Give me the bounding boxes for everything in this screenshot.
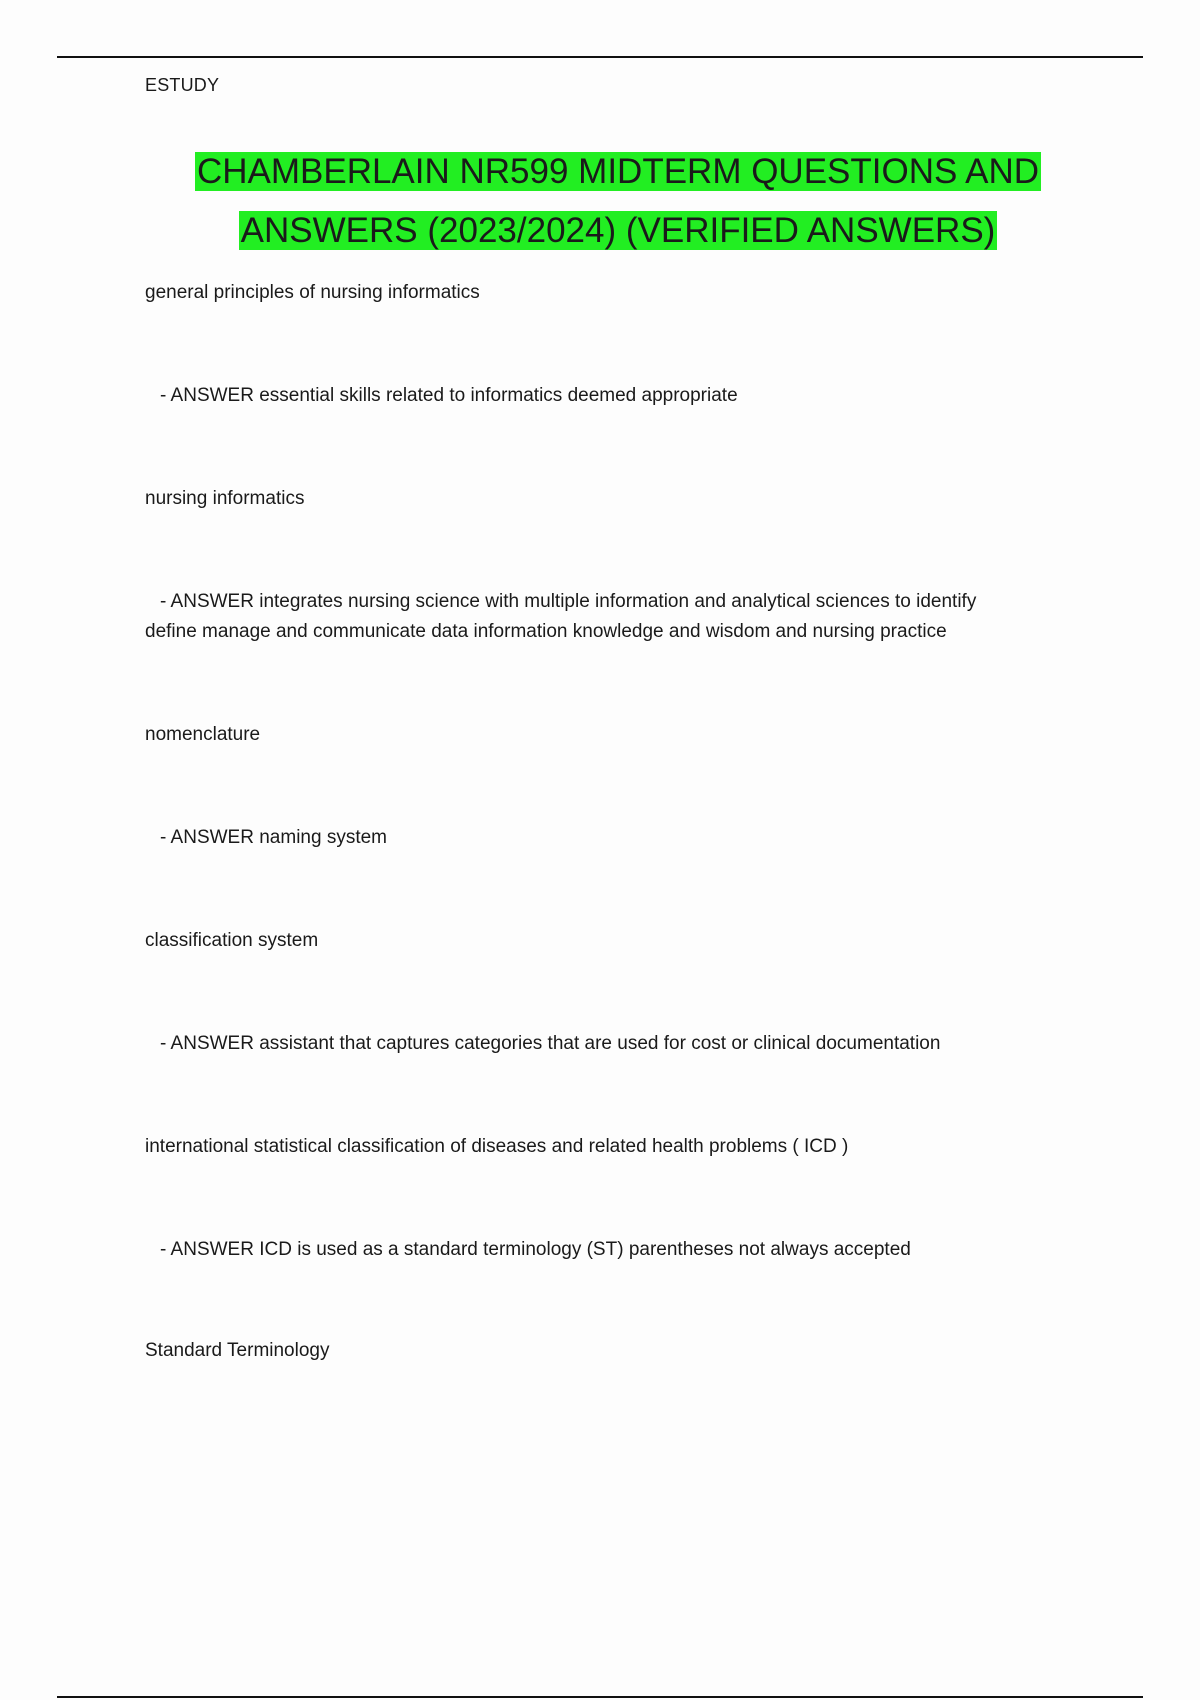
answer-5: - ANSWER ICD is used as a standard terminology (ST) parentheses not always accepted — [160, 1239, 911, 1260]
answer-2-continued: define manage and communicate data information knowledge and wisdom and nursing practice — [145, 621, 947, 642]
answer-1: - ANSWER essential skills related to informatics deemed appropriate — [160, 385, 738, 406]
bottom-rule — [57, 1696, 1143, 1698]
title-line-1: CHAMBERLAIN NR599 MIDTERM QUESTIONS AND — [196, 152, 1040, 191]
question-2: nursing informatics — [145, 488, 305, 509]
answer-2: - ANSWER integrates nursing science with multiple information and analytical sciences to identify — [160, 591, 977, 612]
question-6: Standard Terminology — [145, 1340, 330, 1361]
answer-4: - ANSWER assistant that captures categories that are used for cost or clinical documentation — [160, 1033, 941, 1054]
header-label: ESTUDY — [145, 75, 220, 95]
question-5: international statistical classification of diseases and related health problems ( ICD ) — [145, 1136, 849, 1157]
top-rule — [57, 56, 1143, 58]
question-3: nomenclature — [145, 724, 261, 745]
document-title — [0, 142, 1200, 260]
question-4: classification system — [145, 930, 319, 951]
title-line-2: ANSWERS (2023/2024) (VERIFIED ANSWERS) — [240, 211, 996, 250]
answer-3: - ANSWER naming system — [160, 827, 387, 848]
question-1: general principles of nursing informatics — [145, 282, 480, 303]
